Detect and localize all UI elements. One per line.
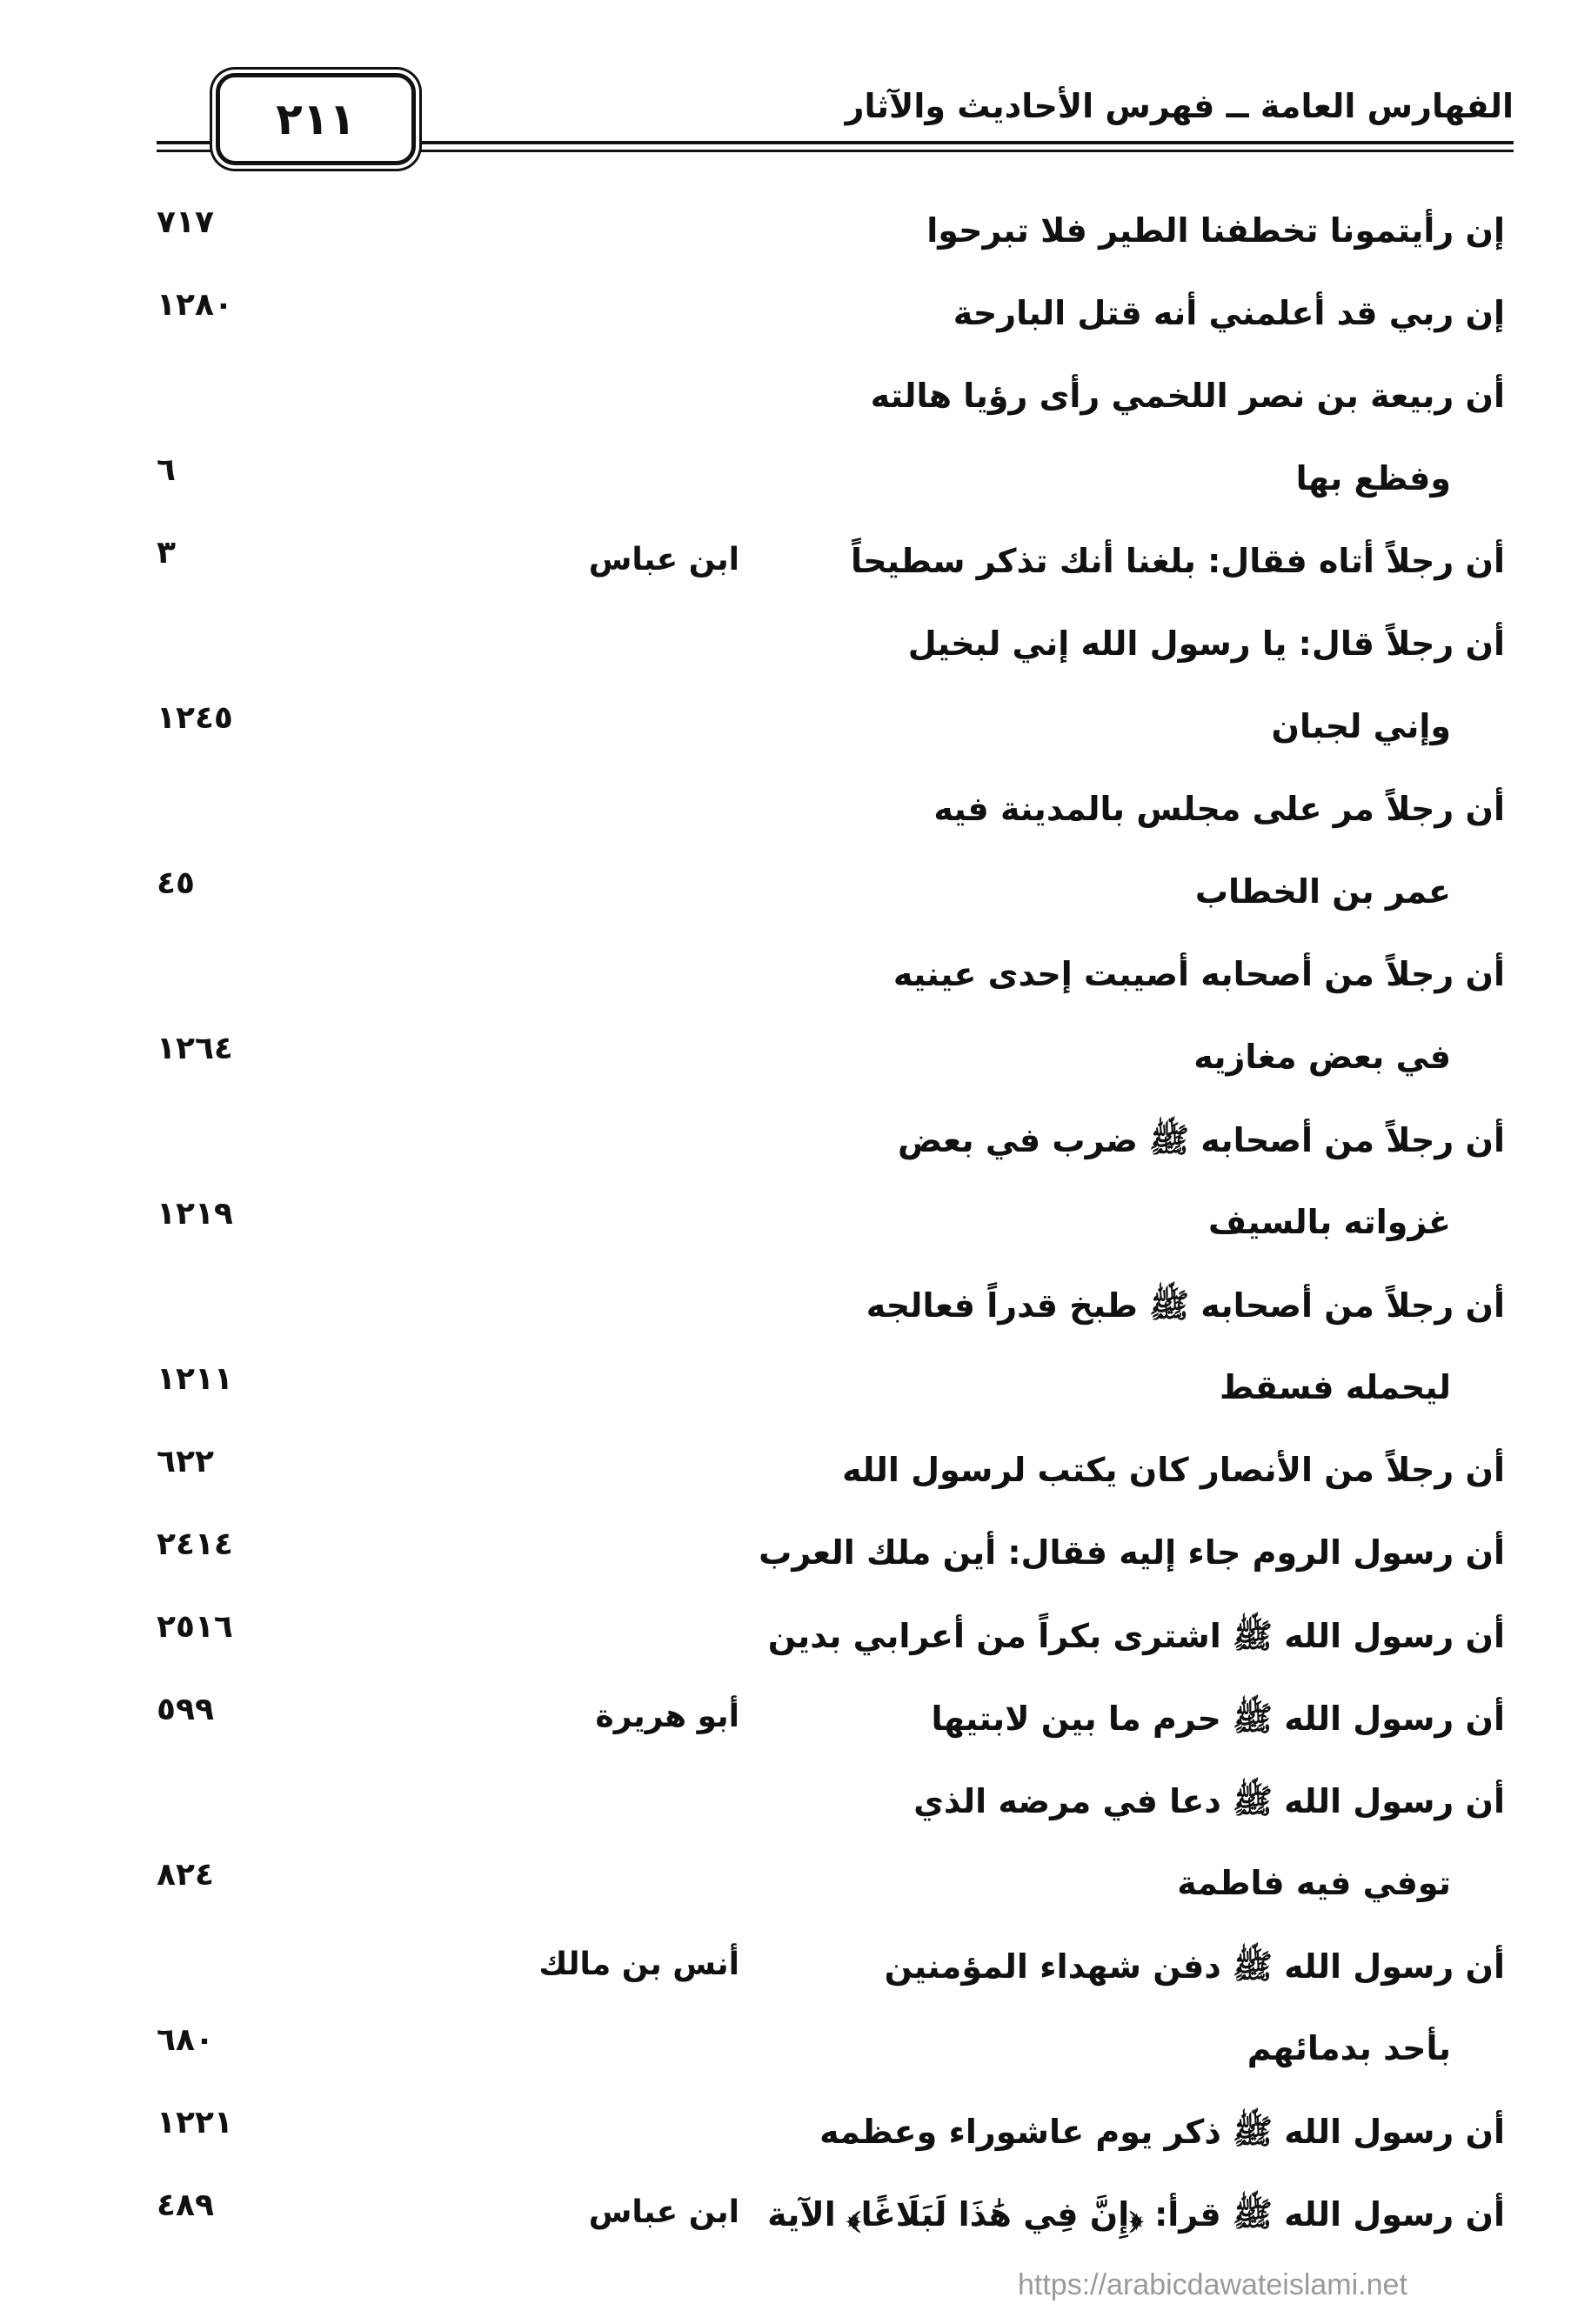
reference-number: ٨٢٤ <box>157 1857 214 1893</box>
index-entry <box>130 1766 1505 1848</box>
hadith-text: أن رجلاً من أصحابه ﷺ طبخ قدراً فعالجه <box>866 1286 1505 1325</box>
hadith-text: أن رجلاً من أصحابه أصيبت إحدى عينيه <box>892 955 1505 993</box>
reference-number: ٤٨٩ <box>157 2187 214 2223</box>
hadith-text: ليحمله فسقط <box>1219 1368 1451 1406</box>
narrator: أنس بن مالك <box>538 1947 739 1982</box>
index-entry <box>130 1352 1505 1435</box>
index-entry <box>130 1435 1505 1518</box>
hadith-text: أن رجلاً مر على مجلس بالمدينة فيه <box>933 790 1505 828</box>
reference-number: ١٢٤٥ <box>157 700 233 736</box>
hadith-text: أن رسول الله ﷺ حرم ما بين لابتيها <box>931 1700 1505 1738</box>
index-entry <box>130 2179 1505 2261</box>
hadith-text: أن رجلاً قال: يا رسول الله إني لبخيل <box>907 624 1505 663</box>
hadith-text: بأحد بدمائهم <box>1247 2029 1451 2067</box>
hadith-text: عمر بن الخطاب <box>1194 872 1451 911</box>
hadith-index-list <box>130 196 1505 2261</box>
hadith-text: أن رسول الله ﷺ دعا في مرضه الذي <box>913 1782 1505 1820</box>
watermark: https://arabicdawateislami.net <box>1018 2268 1407 2301</box>
reference-number: ٧١٧ <box>157 204 214 240</box>
index-entry <box>130 1022 1505 1105</box>
narrator: ابن عباس <box>588 542 739 578</box>
index-entry <box>130 1270 1505 1352</box>
hadith-text: إن رأيتمونا تخطفنا الطير فلا تبرحوا <box>926 211 1505 250</box>
hadith-text: إن ربي قد أعلمني أنه قتل البارحة <box>953 294 1505 332</box>
running-title: الفهارس العامة ــ فهرس الأحاديث والآثار <box>845 87 1514 125</box>
index-entry <box>130 1600 1505 1683</box>
hadith-text: أن رسول الله ﷺ قرأ: ﴿إِنَّ فِي هَٰذَا لَبَلَاغًا﴾ الآية <box>767 2195 1505 2234</box>
index-entry <box>130 1931 1505 2013</box>
index-entry <box>130 691 1505 774</box>
hadith-text: في بعض مغازيه <box>1193 1038 1451 1076</box>
hadith-text: وإني لجبان <box>1271 707 1451 745</box>
index-entry <box>130 939 1505 1022</box>
reference-number: ٥٩٩ <box>157 1692 214 1727</box>
narrator: أبو هريرة <box>595 1699 739 1734</box>
reference-number: ٢٤١٤ <box>157 1526 233 1562</box>
hadith-text: أن رسول الله ﷺ دفن شهداء المؤمنين <box>884 1947 1505 1986</box>
index-entry <box>130 361 1505 444</box>
hadith-text: وفظع بها <box>1295 459 1451 498</box>
reference-number: ١٢١٩ <box>157 1196 233 1232</box>
index-entry <box>130 1848 1505 1931</box>
index-entry <box>130 857 1505 939</box>
hadith-text: أن ربيعة بن نصر اللخمي رأى رؤيا هالته <box>870 377 1505 415</box>
hadith-text: أن رجلاً من الأنصار كان يكتب لرسول الله <box>842 1451 1505 1489</box>
reference-number: ٦ <box>157 452 176 488</box>
index-entry <box>130 1105 1505 1187</box>
index-entry <box>130 2096 1505 2179</box>
index-entry <box>130 1518 1505 1600</box>
reference-number: ١٢٨٠ <box>157 287 233 323</box>
reference-number: ٤٥ <box>157 865 195 901</box>
index-entry <box>130 609 1505 691</box>
hadith-text: أن رسول الله ﷺ ذكر يوم عاشوراء وعظمه <box>819 2113 1505 2151</box>
reference-number: ٦٢٢ <box>157 1444 214 1479</box>
page-number: ٢١١ <box>216 73 416 165</box>
hadith-text: غزواته بالسيف <box>1207 1203 1451 1241</box>
index-entry <box>130 1187 1505 1270</box>
hadith-text: أن رجلاً أتاه فقال: بلغنا أنك تذكر سطيحاً <box>850 542 1505 580</box>
index-entry <box>130 1683 1505 1766</box>
hadith-text: أن رسول الروم جاء إليه فقال: أين ملك العرب <box>759 1533 1505 1572</box>
index-entry <box>130 526 1505 609</box>
hadith-text: توفي فيه فاطمة <box>1177 1864 1451 1902</box>
hadith-text: أن رجلاً من أصحابه ﷺ ضرب في بعض <box>898 1121 1505 1159</box>
reference-number: ١٢٢١ <box>157 2105 233 2140</box>
reference-number: ٦٨٠ <box>157 2022 214 2058</box>
reference-number: ١٢١١ <box>157 1361 233 1397</box>
index-entry <box>130 278 1505 361</box>
index-entry <box>130 2013 1505 2096</box>
hadith-text: أن رسول الله ﷺ اشترى بكراً من أعرابي بدين <box>767 1617 1505 1655</box>
reference-number: ٣ <box>157 535 176 571</box>
page-header <box>157 70 1514 174</box>
reference-number: ١٢٦٤ <box>157 1031 233 1066</box>
index-entry <box>130 774 1505 857</box>
index-entry <box>130 444 1505 526</box>
index-entry <box>130 196 1505 278</box>
reference-number: ٢٥١٦ <box>157 1609 233 1645</box>
narrator: ابن عباس <box>588 2194 739 2230</box>
